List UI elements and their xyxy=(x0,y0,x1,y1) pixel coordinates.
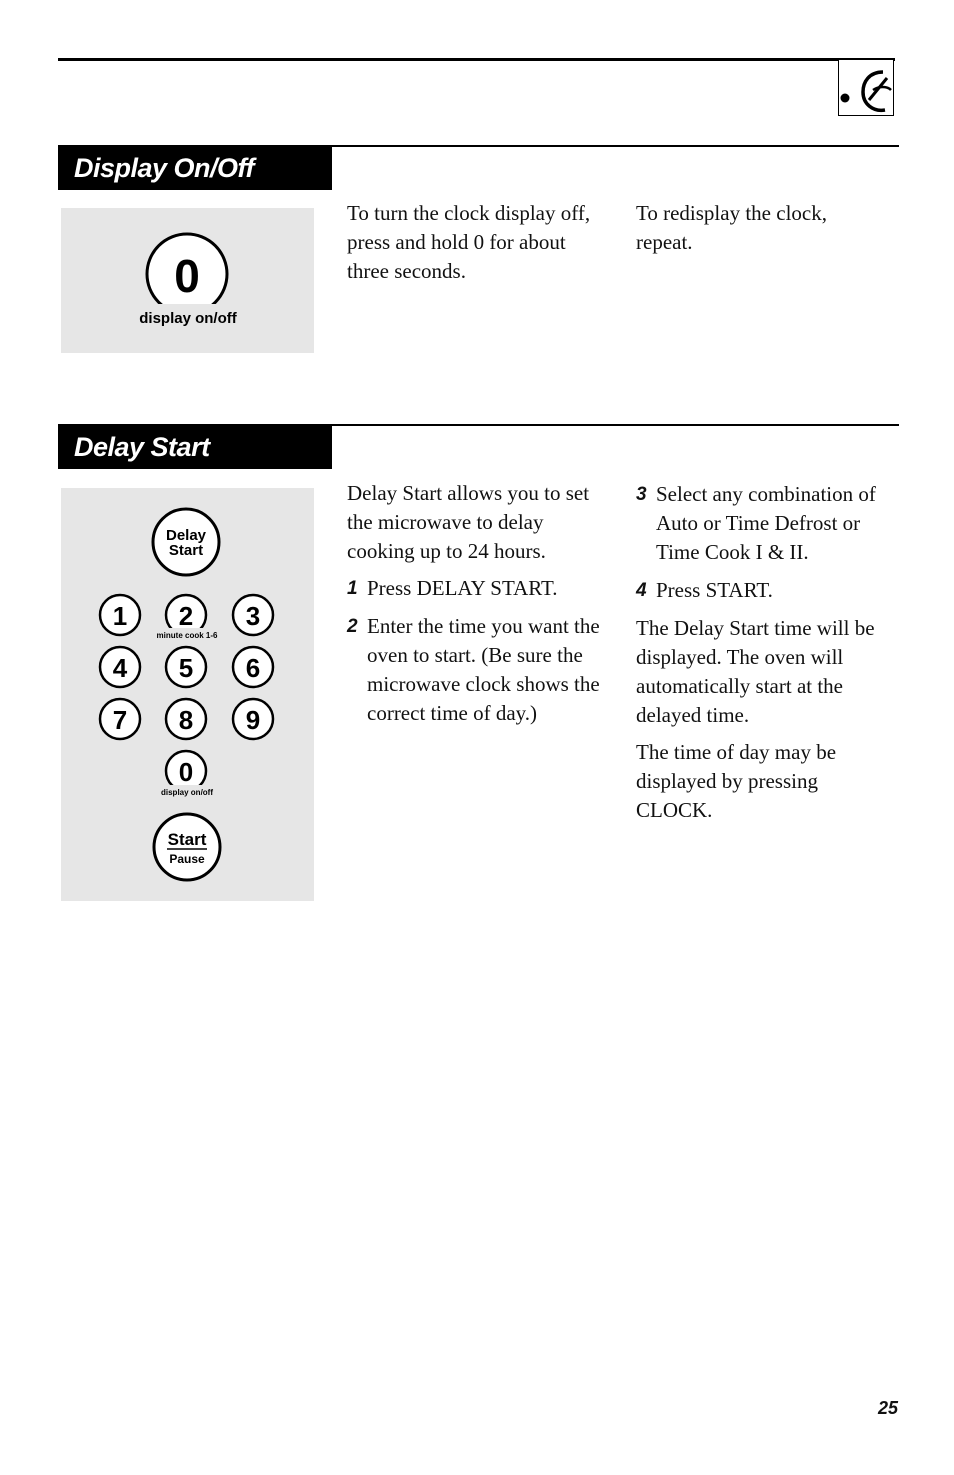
key-0 xyxy=(153,751,221,797)
step-number: 1 xyxy=(347,578,358,599)
step-text: Press START. xyxy=(656,578,773,602)
key-2-sublabel: minute cook 1-6 xyxy=(156,631,218,640)
key-3 xyxy=(233,595,273,635)
delay-para2: The time of day may be displayed by pressing CLOCK. xyxy=(636,740,837,822)
step-1 xyxy=(347,574,602,603)
delay-start-key xyxy=(153,509,219,575)
key-8 xyxy=(166,699,206,739)
zero-key-number: 0 xyxy=(174,250,200,302)
step-text: Press DELAY START. xyxy=(367,576,558,600)
start-pause-key xyxy=(154,814,220,880)
zero-key-label: display on/off xyxy=(139,310,237,327)
delay-section-heading: Delay Start xyxy=(58,425,332,469)
step-number: 4 xyxy=(636,580,647,601)
svg-text:7: 7 xyxy=(112,705,128,735)
brand-logo-icon xyxy=(838,60,894,116)
delay-para1: The Delay Start time will be displayed. The oven will automatically start at the delayed time. xyxy=(636,616,875,727)
key-7 xyxy=(100,699,140,739)
start-key-line2: Pause xyxy=(169,852,205,866)
svg-text:8: 8 xyxy=(178,705,194,735)
key-6 xyxy=(233,647,273,687)
svg-text:3: 3 xyxy=(245,601,261,631)
svg-text:5: 5 xyxy=(178,653,194,683)
start-key-line1: Start xyxy=(167,830,207,849)
display-section-heading: Display On/Off xyxy=(58,146,332,190)
step-4 xyxy=(636,576,894,605)
key-2 xyxy=(151,595,221,640)
key-0-sublabel: display on/off xyxy=(161,788,213,797)
delay-keypad-panel xyxy=(61,488,314,901)
key-1 xyxy=(100,595,140,635)
key-4 xyxy=(100,647,140,687)
svg-text:9: 9 xyxy=(245,705,261,735)
key-9 xyxy=(233,699,273,739)
step-number: 3 xyxy=(636,484,647,505)
key-5 xyxy=(166,647,206,687)
delay-key-line1: Delay xyxy=(165,527,207,544)
zero-key xyxy=(137,234,241,328)
delay-intro: Delay Start allows you to set the microwave to delay cooking up to 24 hours. xyxy=(347,481,590,563)
delay-key-line2: Start xyxy=(168,542,204,559)
step-3 xyxy=(636,480,894,567)
svg-text:2: 2 xyxy=(178,601,194,631)
display-col1-text: To turn the clock display off, press and hold 0 for about three seconds. xyxy=(347,201,591,283)
display-col2-text: To redisplay the clock, repeat. xyxy=(636,201,827,254)
delay-col1 xyxy=(347,479,602,737)
step-2 xyxy=(347,612,602,728)
delay-col2 xyxy=(636,480,894,833)
page-number: 25 xyxy=(877,1398,898,1418)
step-text: Select any combination of Auto or Time Defrost or Time Cook I & II. xyxy=(656,482,876,564)
step-text: Enter the time you want the oven to start. (Be sure the microwave clock shows the correct time of day.) xyxy=(367,614,600,725)
svg-text:0: 0 xyxy=(178,757,194,787)
svg-text:4: 4 xyxy=(112,653,128,683)
svg-text:6: 6 xyxy=(245,653,261,683)
header-rule xyxy=(58,58,895,61)
display-key-panel xyxy=(61,208,314,353)
step-number: 2 xyxy=(347,616,358,637)
svg-text:1: 1 xyxy=(112,601,128,631)
